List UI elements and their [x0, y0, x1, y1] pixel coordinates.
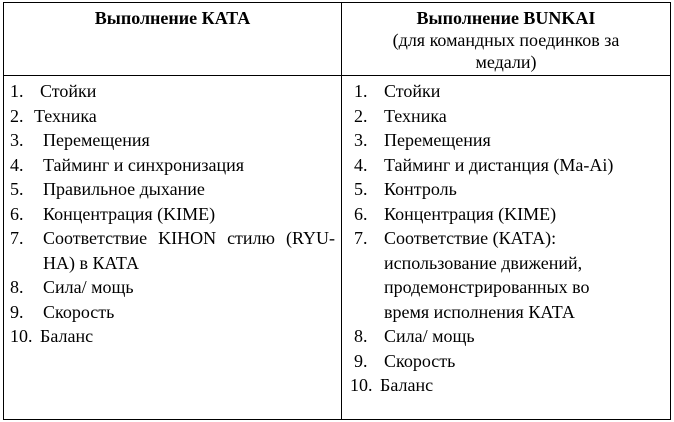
list-item — [342, 226, 670, 324]
item-text: Контроль — [384, 179, 457, 199]
list-item — [4, 275, 341, 300]
item-text: Соответствие (КАТА): использование движений, продемонстрированных во время исполнения КАТА — [384, 228, 590, 322]
item-number: 5. — [10, 179, 24, 199]
item-number: 4. — [10, 154, 24, 175]
list-item — [4, 300, 341, 325]
list-item — [342, 202, 670, 227]
kata-criteria-list — [4, 76, 341, 349]
item-number: 9. — [10, 301, 24, 322]
item-text: Тайминг и дистанция (Ma-Ai) — [384, 154, 614, 175]
list-item — [342, 153, 670, 178]
list-item — [4, 177, 341, 202]
item-number: 8. — [10, 277, 24, 297]
item-text: Техника — [384, 105, 447, 126]
item-text: Скорость — [384, 350, 456, 371]
item-number: 1. — [354, 81, 368, 101]
criteria-table — [3, 2, 671, 420]
item-text: Сила/ мощь — [384, 326, 475, 346]
list-item — [4, 104, 341, 129]
item-number: 6. — [354, 203, 368, 224]
list-item — [4, 79, 341, 104]
list-item — [4, 324, 341, 349]
header-row — [4, 3, 671, 76]
left-body-cell — [4, 76, 342, 420]
item-text: Стойки — [384, 81, 441, 101]
item-text: Перемещения — [384, 130, 491, 150]
left-header-cell — [4, 3, 342, 76]
item-text: Баланс — [40, 326, 94, 346]
body-row — [4, 76, 671, 420]
list-item — [342, 324, 670, 349]
item-text: Концентрация (KIME) — [384, 203, 557, 224]
bunkai-criteria-list — [342, 76, 670, 398]
item-number: 9. — [354, 350, 368, 371]
item-number: 10. — [10, 326, 33, 346]
list-item — [342, 104, 670, 129]
item-number: 1. — [10, 81, 24, 101]
item-number: 2. — [354, 105, 368, 126]
list-item — [342, 349, 670, 374]
item-number: 3. — [10, 130, 24, 150]
item-number: 6. — [10, 203, 24, 224]
item-number: 2. — [10, 105, 24, 126]
list-item — [4, 128, 341, 153]
list-item — [4, 202, 341, 227]
list-item — [342, 79, 670, 104]
list-item — [342, 177, 670, 202]
item-number: 4. — [354, 154, 368, 175]
item-text: Правильное дыхание — [43, 179, 205, 199]
item-number: 3. — [354, 130, 368, 150]
list-item — [4, 226, 341, 275]
item-number: 7. — [10, 228, 24, 248]
right-body-cell — [342, 76, 671, 420]
item-text: Баланс — [380, 375, 434, 395]
item-text: Техника — [34, 105, 97, 126]
item-text: Стойки — [40, 81, 97, 101]
list-item — [342, 373, 670, 398]
item-number: 5. — [354, 179, 368, 199]
item-text: Соответствие KIHON стилю (RYU-HA) в КАТА — [43, 228, 335, 273]
item-text: Сила/ мощь — [43, 277, 134, 297]
right-column-subtitle: (для командных поединков за медали) — [392, 30, 620, 72]
item-text: Концентрация (KIME) — [43, 203, 216, 224]
left-column-title: Выполнение КАТА — [94, 8, 251, 28]
item-text: Перемещения — [43, 130, 150, 150]
list-item — [4, 153, 341, 178]
right-header-cell — [342, 3, 671, 76]
item-number: 10. — [350, 375, 373, 395]
list-item — [342, 128, 670, 153]
item-number: 7. — [354, 228, 368, 248]
item-text: Скорость — [43, 301, 115, 322]
right-column-title: Выполнение BUNKAI — [416, 8, 596, 28]
item-text: Тайминг и синхронизация — [43, 154, 245, 175]
item-number: 8. — [354, 326, 368, 346]
